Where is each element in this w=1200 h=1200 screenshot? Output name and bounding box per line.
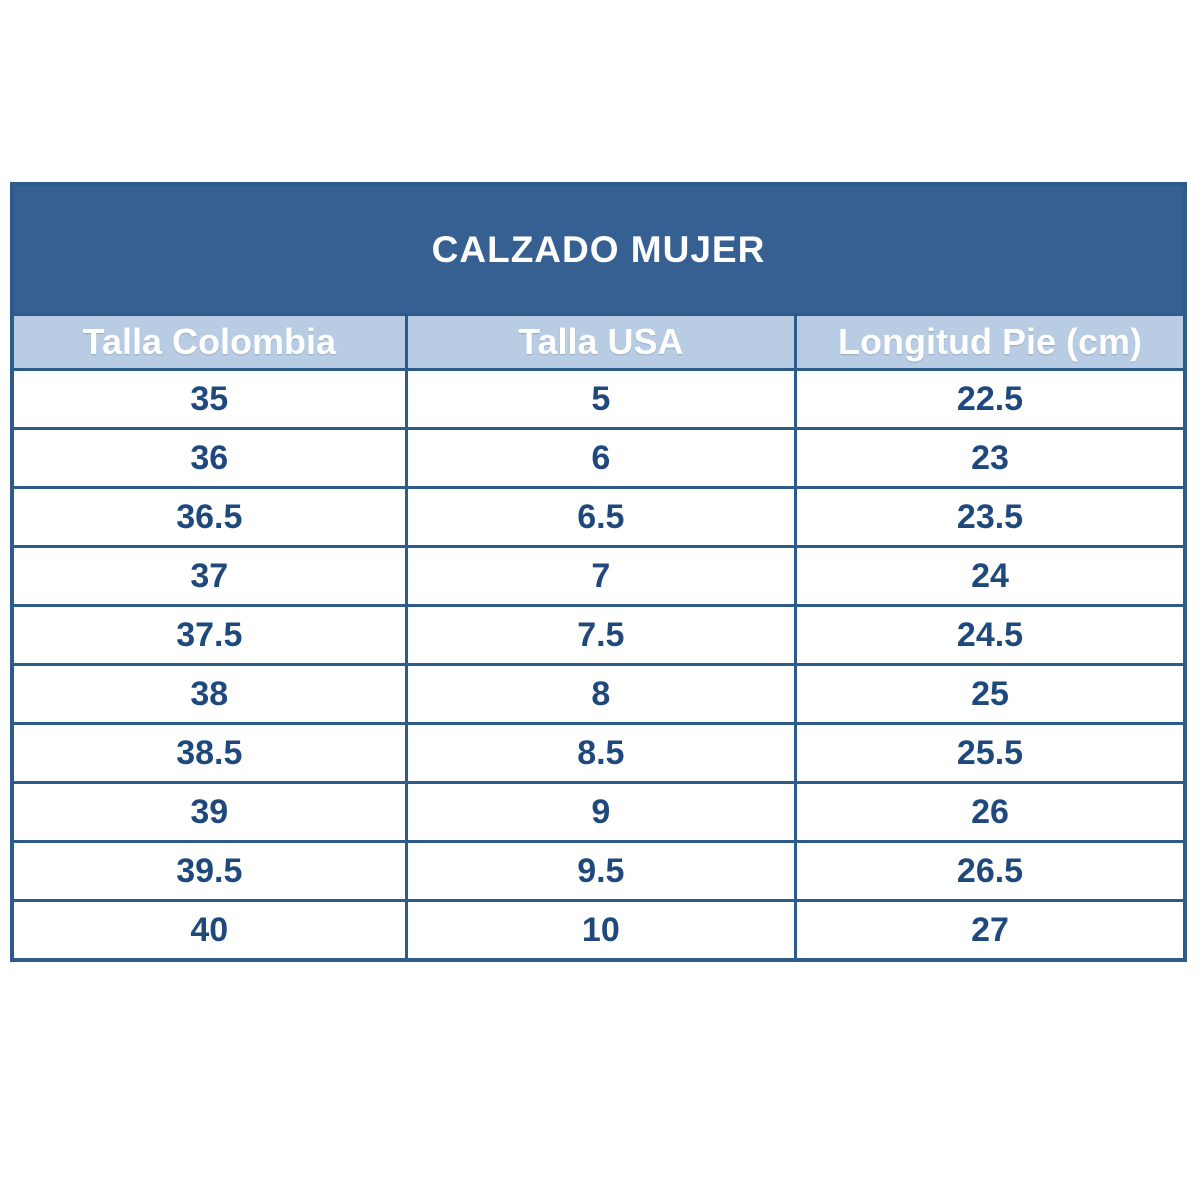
table-cell: 36 (12, 429, 406, 488)
table-cell: 38.5 (12, 724, 406, 783)
table-cell: 23 (796, 429, 1185, 488)
table-cell: 39.5 (12, 842, 406, 901)
table-row (12, 370, 1185, 429)
table-cell: 25 (796, 665, 1185, 724)
table-row (12, 901, 1185, 961)
table-cell: 22.5 (796, 370, 1185, 429)
table-cell: 23.5 (796, 488, 1185, 547)
table-row (12, 783, 1185, 842)
column-header-longitud-pie: Longitud Pie (cm) (796, 315, 1185, 370)
header-row (12, 315, 1185, 370)
table-cell: 39 (12, 783, 406, 842)
table-cell: 37.5 (12, 606, 406, 665)
table-cell: 6 (406, 429, 795, 488)
table-cell: 7 (406, 547, 795, 606)
table-cell: 8.5 (406, 724, 795, 783)
column-header-talla-colombia: Talla Colombia (12, 315, 406, 370)
table-cell: 37 (12, 547, 406, 606)
table-row (12, 724, 1185, 783)
table-cell: 24.5 (796, 606, 1185, 665)
title-row (12, 184, 1185, 315)
table-cell: 35 (12, 370, 406, 429)
table-cell: 27 (796, 901, 1185, 961)
table-cell: 5 (406, 370, 795, 429)
table-row (12, 606, 1185, 665)
table-row (12, 842, 1185, 901)
table-row (12, 665, 1185, 724)
size-chart-table (10, 182, 1187, 962)
table-cell: 24 (796, 547, 1185, 606)
table-cell: 10 (406, 901, 795, 961)
table-cell: 7.5 (406, 606, 795, 665)
column-header-talla-usa: Talla USA (406, 315, 795, 370)
table-cell: 26 (796, 783, 1185, 842)
table-cell: 26.5 (796, 842, 1185, 901)
table-row (12, 488, 1185, 547)
table-cell: 9 (406, 783, 795, 842)
table-cell: 6.5 (406, 488, 795, 547)
table-cell: 40 (12, 901, 406, 961)
table-cell: 9.5 (406, 842, 795, 901)
table-cell: 8 (406, 665, 795, 724)
table-title: CALZADO MUJER (12, 184, 1185, 315)
table-row (12, 429, 1185, 488)
size-chart (10, 182, 1187, 962)
table-cell: 38 (12, 665, 406, 724)
table-row (12, 547, 1185, 606)
table-cell: 25.5 (796, 724, 1185, 783)
table-cell: 36.5 (12, 488, 406, 547)
